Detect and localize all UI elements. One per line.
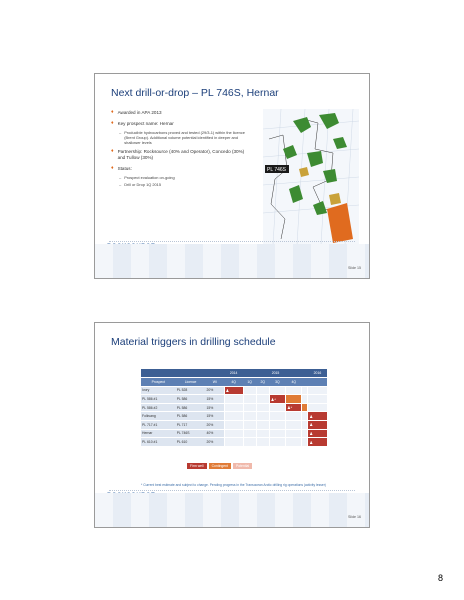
licence-cell: PL 528 (176, 386, 206, 395)
quarter-header (308, 378, 327, 387)
prospect-cell: Folkvang (141, 412, 176, 421)
schedule-cell (256, 395, 269, 404)
sub-bullet-item (119, 182, 251, 187)
schedule-cell (243, 421, 256, 430)
sub-bullet-text: Prospect evaluation on-going (124, 175, 175, 180)
quarter-header-row (141, 378, 327, 387)
drilling-rig-icon: ♟ (309, 430, 313, 436)
schedule-cell (243, 395, 256, 404)
table-row (141, 412, 327, 421)
table-row (141, 403, 327, 412)
schedule-cell (224, 386, 243, 395)
schedule-cell (308, 386, 327, 395)
schedule-cell (256, 421, 269, 430)
page-number: 8 (438, 573, 444, 583)
wi-cell: 15% (205, 403, 224, 412)
slide-1-bullets (111, 110, 251, 191)
schedule-cell (308, 412, 327, 421)
schedule-cell (256, 403, 269, 412)
schedule-cell (286, 438, 302, 447)
legend-item: Potential (233, 463, 252, 469)
schedule-cell (269, 395, 285, 404)
schedule-cell (224, 395, 243, 404)
bullet-text: Awarded in APA 2013 (117, 110, 162, 115)
schedule-cell (308, 421, 327, 430)
schedule-cell (224, 429, 243, 438)
schedule-cell (286, 421, 302, 430)
schedule-cell (243, 403, 256, 412)
drilling-rig-icon: ♟ (309, 413, 313, 419)
dash-icon: – (119, 130, 122, 135)
schedule-cell (256, 429, 269, 438)
year-header: 2015 (243, 369, 308, 378)
wi-cell: 40% (205, 429, 224, 438)
schedule-cell (224, 403, 243, 412)
drilling-schedule-table (141, 369, 327, 447)
drilling-rig-icon: ♟ (309, 439, 313, 445)
map-label: PL 746S (267, 167, 286, 173)
table-row (141, 429, 327, 438)
bullet-item (111, 110, 251, 116)
schedule-cell (243, 386, 256, 395)
year-header-row (141, 369, 327, 378)
table-row (141, 438, 327, 447)
schedule-cell (308, 429, 327, 438)
table-row (141, 386, 327, 395)
footer-band (95, 244, 369, 278)
licence-cell: PL 586 (176, 403, 206, 412)
prospect-cell: PL 586 #1 (141, 395, 176, 404)
divider (109, 490, 355, 491)
quarter-header: 1Q (243, 378, 256, 387)
schedule-cell (243, 412, 256, 421)
slide-1 (94, 73, 370, 279)
bullet-text: Partnership: Rocksource (40% and Operator), Concedo (30%) and Tullow (30%) (117, 149, 245, 160)
schedule-cell (243, 438, 256, 447)
dash-icon: – (119, 175, 122, 180)
slide-number: Slide 15 (348, 266, 361, 270)
licence-cell: PL 746S (176, 429, 206, 438)
wi-cell: 20% (205, 438, 224, 447)
prospect-cell: PL 610 #1 (141, 438, 176, 447)
drilling-rig-icon: ♟ (225, 387, 230, 393)
schedule-cell (269, 412, 285, 421)
bullet-text: Status: (117, 166, 132, 171)
schedule-legend (187, 463, 252, 469)
sub-bullet-item (119, 130, 251, 145)
quarter-header: 4Q (286, 378, 302, 387)
schedule-cell (224, 438, 243, 447)
slide-2-title: Material triggers in drilling schedule (111, 336, 276, 348)
quarter-header: 3Q (269, 378, 285, 387)
sub-bullet-text: Producible hydrocarbons proved and tested (29/3-1) within the licence (Brent Group). Additional volume potential identified in deeper and shallower levels (124, 130, 245, 145)
footer-band (95, 493, 369, 527)
table-row (141, 395, 327, 404)
schedule-cell (286, 412, 302, 421)
slide-number: Slide 16 (348, 515, 361, 519)
wi-cell: 15% (205, 395, 224, 404)
licence-cell: PL 586 (176, 395, 206, 404)
sub-bullet-item (119, 175, 251, 180)
wi-cell: 15% (205, 412, 224, 421)
table-row (141, 421, 327, 430)
bullet-icon: ♦ (111, 109, 114, 115)
sub-bullet-text: Drill or Drop 1Q 2015 (124, 182, 161, 187)
schedule-note: * Current best estimate and subject to change. Pending progress in the Transocean Arctic drilling rig operations (activity lesser) (141, 483, 326, 487)
bullet-icon: ♦ (111, 148, 114, 154)
prospect-cell: PL 717 #1 (141, 421, 176, 430)
column-header: WI (205, 378, 224, 387)
schedule-cell (269, 386, 285, 395)
drilling-rig-icon: ♟* (287, 405, 293, 411)
schedule-cell (224, 421, 243, 430)
schedule-cell (286, 403, 302, 412)
schedule-cell (286, 395, 302, 404)
schedule-cell (286, 429, 302, 438)
prospect-cell: PL 586 #2 (141, 403, 176, 412)
schedule-cell (269, 403, 285, 412)
schedule-cell (308, 403, 327, 412)
schedule-cell (224, 412, 243, 421)
bullet-icon: ♦ (111, 120, 114, 126)
licence-cell: PL 586 (176, 412, 206, 421)
license-map (263, 109, 359, 245)
schedule-cell (243, 429, 256, 438)
bullet-icon: ♦ (111, 165, 114, 171)
schedule-cell (308, 438, 327, 447)
wi-cell: 20% (205, 386, 224, 395)
dash-icon: – (119, 182, 122, 187)
bullet-item (111, 166, 251, 172)
legend-item: Contingent (209, 463, 231, 469)
prospect-cell: Ivory (141, 386, 176, 395)
header-blank (141, 369, 224, 378)
slide-1-title: Next drill-or-drop – PL 746S, Hernar (111, 87, 279, 99)
legend-item: Firm well (187, 463, 207, 469)
drilling-rig-icon: ♟ (309, 422, 313, 428)
licence-cell: PL 717 (176, 421, 206, 430)
schedule-cell (308, 395, 327, 404)
prospect-cell: Hernar (141, 429, 176, 438)
bullet-item (111, 149, 251, 161)
schedule-cell (256, 438, 269, 447)
wi-cell: 20% (205, 421, 224, 430)
quarter-header: 4Q (224, 378, 243, 387)
column-header: Prospect (141, 378, 176, 387)
divider (109, 241, 355, 242)
schedule-cell (269, 429, 285, 438)
slide-2 (94, 322, 370, 528)
drilling-rig-icon: ♟* (270, 396, 276, 402)
bullet-item (111, 121, 251, 127)
schedule-cell (256, 412, 269, 421)
schedule-cell (269, 421, 285, 430)
licence-cell: PL 610 (176, 438, 206, 447)
year-header: 2016 (308, 369, 327, 378)
column-header: Licence (176, 378, 206, 387)
bullet-text: Key prospect name: Hernar (117, 121, 174, 126)
schedule-cell (256, 386, 269, 395)
year-header: 2014 (224, 369, 243, 378)
schedule-cell (286, 386, 302, 395)
schedule-cell (269, 438, 285, 447)
quarter-header: 2Q (256, 378, 269, 387)
